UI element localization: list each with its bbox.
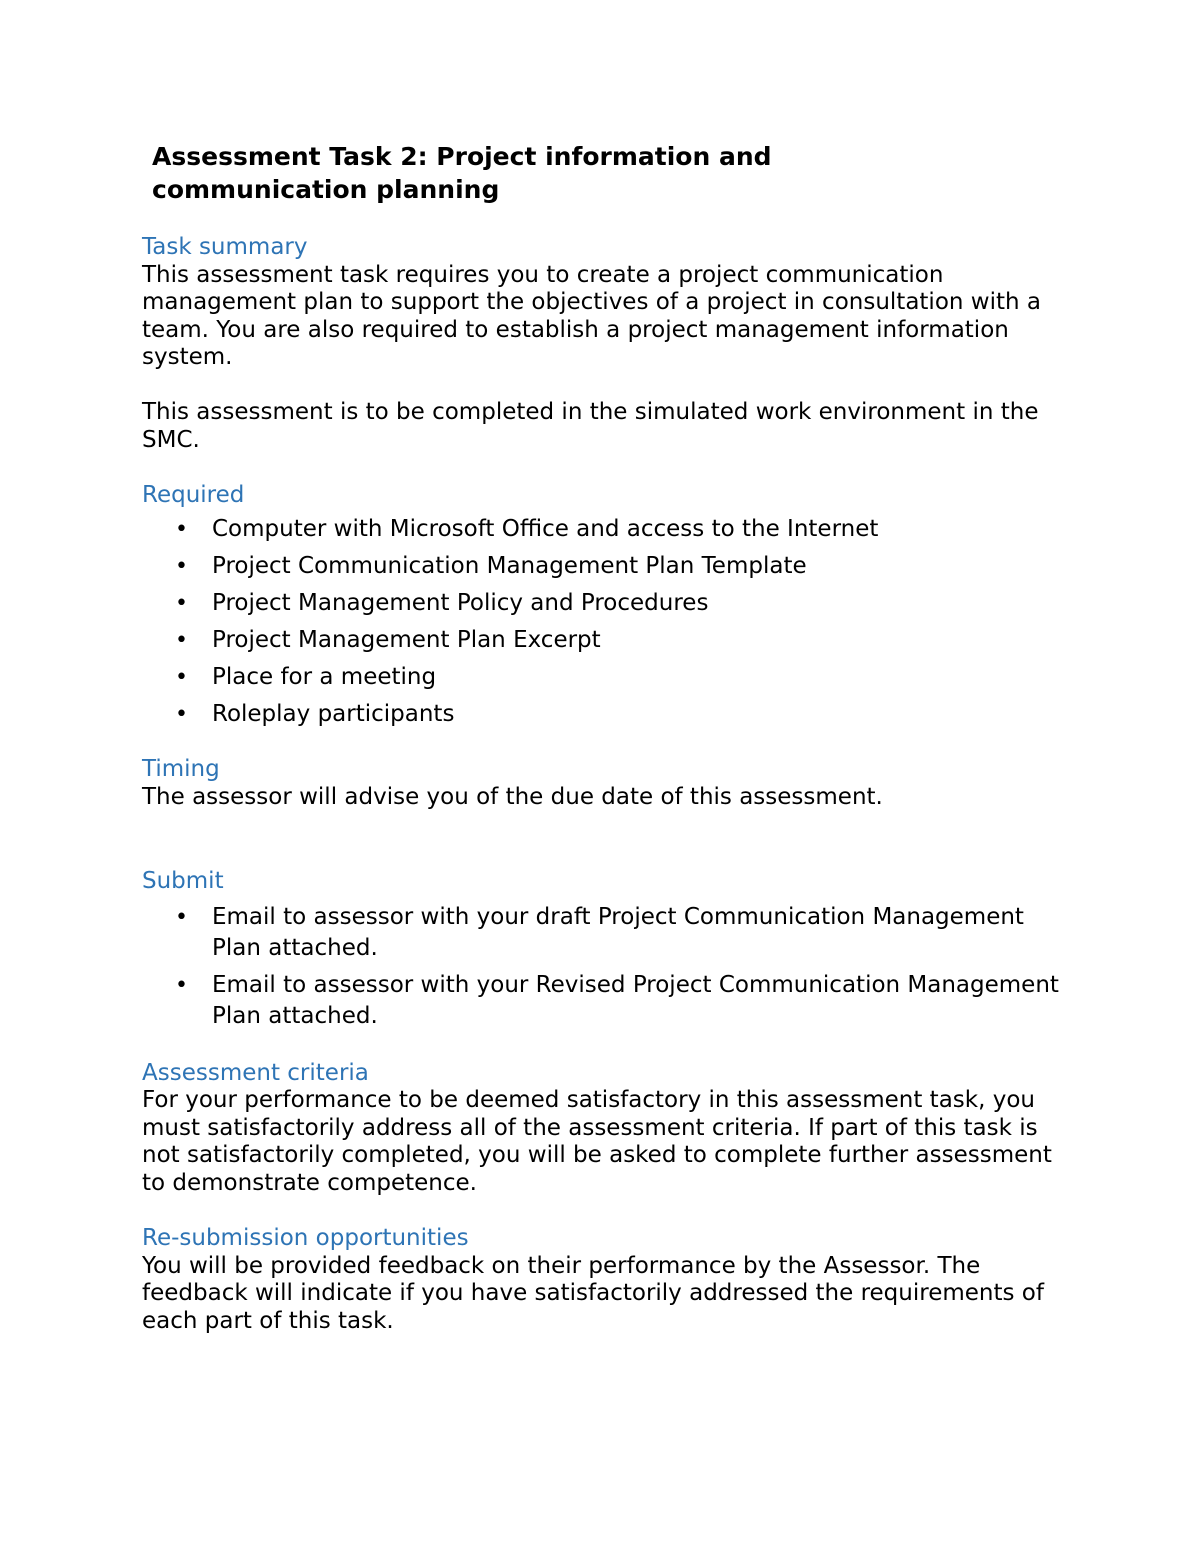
heading-timing: Timing <box>142 756 220 782</box>
list-item-text: Project Communication Management Plan Template <box>212 552 807 579</box>
list-item <box>142 553 1077 581</box>
list-item <box>142 590 1077 618</box>
bullet-icon: • <box>175 553 188 579</box>
section-submit <box>142 868 1077 1032</box>
bullet-icon: • <box>175 701 188 727</box>
list-item <box>142 902 1077 964</box>
heading-submit: Submit <box>142 868 224 894</box>
bullet-icon: • <box>175 904 188 930</box>
section-assessment-criteria <box>142 1060 1077 1198</box>
heading-required: Required <box>142 482 245 508</box>
list-item-text: Email to assessor with your Revised Project Communication Management Plan attached. <box>212 971 1059 1029</box>
task-summary-paragraph: This assessment task requires you to create a project communication management plan to support the objectives of a project in consultation with a team. You are also required to establish a project management information system. <box>142 261 1041 370</box>
list-item-text: Roleplay participants <box>212 700 455 727</box>
list-item <box>142 970 1077 1032</box>
assessment-criteria-text: For your performance to be deemed satisfactory in this assessment task, you must satisfactorily address all of the assessment criteria. If part of this task is not satisfactorily completed, you will be asked to complete further assessment to demonstrate competence. <box>142 1087 1052 1196</box>
section-task-summary <box>142 234 1077 454</box>
bullet-icon: • <box>175 627 188 653</box>
document-body <box>142 234 1077 1335</box>
list-item-text: Place for a meeting <box>212 663 437 690</box>
page-title: Assessment Task 2: Project information and communication planning <box>152 142 772 204</box>
timing-text: The assessor will advise you of the due date of this assessment. <box>142 783 883 810</box>
heading-task-summary: Task summary <box>142 234 308 260</box>
required-list <box>142 516 1077 729</box>
list-item-text: Project Management Policy and Procedures <box>212 589 709 616</box>
heading-resubmission: Re-submission opportunities <box>142 1225 469 1251</box>
list-item <box>142 516 1077 544</box>
list-item <box>142 701 1077 729</box>
resubmission-text: You will be provided feedback on their performance by the Assessor. The feedback will indicate if you have satisfactorily addressed the requirements of each part of this task. <box>142 1252 1044 1334</box>
bullet-icon: • <box>175 664 188 690</box>
submit-list <box>142 902 1077 1032</box>
list-item-text: Project Management Plan Excerpt <box>212 626 601 653</box>
task-summary-paragraph: This assessment is to be completed in the simulated work environment in the SMC. <box>142 399 1039 453</box>
list-item-text: Computer with Microsoft Office and access to the Internet <box>212 515 879 542</box>
list-item <box>142 664 1077 692</box>
heading-assessment-criteria: Assessment criteria <box>142 1059 369 1086</box>
bullet-icon: • <box>175 590 188 616</box>
section-timing <box>142 756 1077 811</box>
bullet-icon: • <box>175 516 188 542</box>
bullet-icon: • <box>175 972 188 998</box>
list-item <box>142 627 1077 655</box>
list-item-text: Email to assessor with your draft Project Communication Management Plan attached. <box>212 903 1024 961</box>
section-required <box>142 482 1077 728</box>
section-resubmission <box>142 1225 1077 1335</box>
